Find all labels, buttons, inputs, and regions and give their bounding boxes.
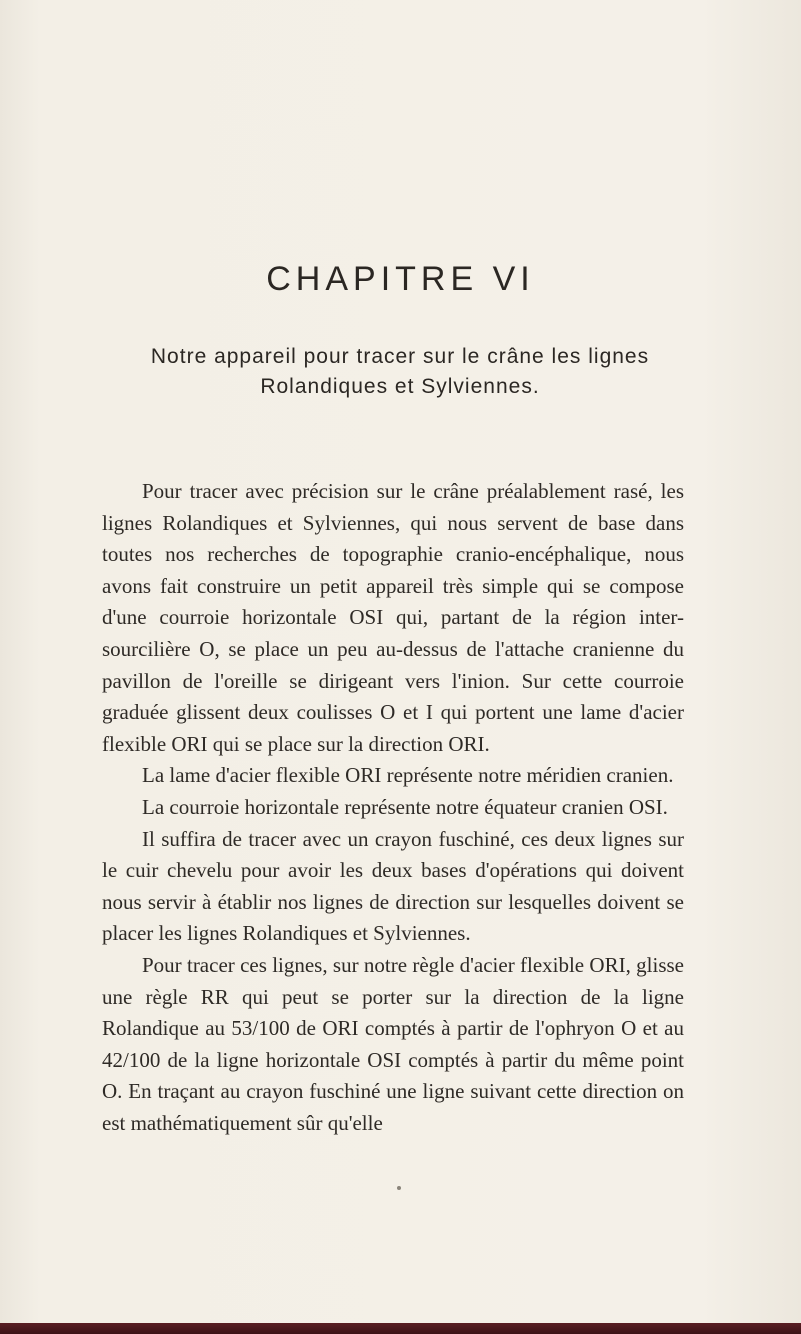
paragraph: Pour tracer ces lignes, sur notre règle d'acier flexible ORI, glisse une règle RR qui peut se porter sur la direction de la ligne Rolandique au 53/100 de ORI comptés à partir de l'ophryon O et au 42/100 de la ligne horizontale OSI comptés à partir du même point O. En traçant au crayon fuschiné une ligne suivant cette direction on est mathématiquement sûr qu'elle (102, 952, 684, 1135)
chapter-title: CHAPITRE VI (266, 260, 535, 298)
subtitle-line-2: Rolandiques et Sylviennes. (260, 375, 540, 398)
body-text (102, 476, 684, 1139)
page-bottom-edge (0, 1323, 801, 1334)
paragraph: Il suffira de tracer avec un crayon fuschiné, ces deux lignes sur le cuir chevelu pour avoir les deux bases d'opérations qui doivent nous servir à établir nos lignes de direction sur lesquelles doivent se placer les lignes Rolandiques et Sylviennes. (102, 826, 684, 946)
chapter-subtitle (70, 342, 730, 402)
paragraph: La courroie horizontale représente notre équateur cranien OSI. (142, 794, 668, 819)
subtitle-line-1: Notre appareil pour tracer sur le crâne les lignes (150, 345, 650, 368)
ink-speck (397, 1186, 401, 1190)
paragraph: Pour tracer avec précision sur le crâne préalablement rasé, les lignes Rolandiques et Sylviennes, qui nous servent de base dans toutes nos recherches de topographie cranio-encéphalique, nous avons fait construire un petit appareil très simple qui se compose d'une courroie horizontale OSI qui, partant de la région inter-sourcilière O, se place un peu au-dessus de l'attache cranienne du pavillon de l'oreille se dirigeant vers l'inion. Sur cette courroie graduée glissent deux coulisses O et I qui portent une lame d'acier flexible ORI qui se place sur la direction ORI. (102, 479, 684, 756)
paragraph: La lame d'acier flexible ORI représente notre méridien cranien. (142, 763, 674, 788)
